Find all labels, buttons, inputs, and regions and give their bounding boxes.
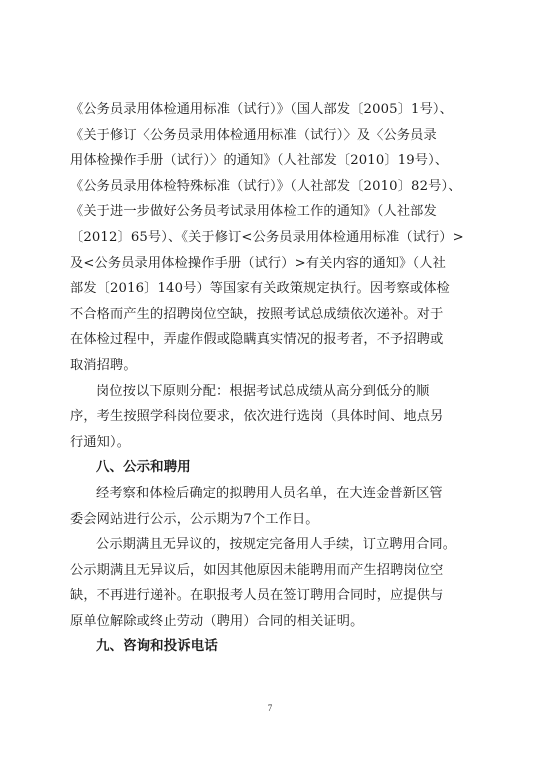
text-line: 取消招聘。 [70, 357, 137, 373]
page-number: 7 [267, 703, 273, 713]
text-line: 在体检过程中，弄虚作假或隐瞒真实情况的报考者，不予招聘或 [70, 332, 444, 348]
paragraph-first-line: 公示期满且无异议的，按规定完备用人手续，订立聘用合同。 [96, 537, 457, 553]
section-heading-publicity: 八、公示和聘用 [96, 460, 191, 476]
text-line: 缺，不再进行递补。在职报考人员在签订聘用合同时，应提供与 [70, 588, 444, 604]
text-line: 《公务员录用体检特殊标准（试行）》（人社部发〔2010〕82号）、 [70, 178, 462, 194]
paragraph-first-line: 经考察和体检后确定的拟聘用人员名单，在大连金普新区管 [96, 485, 443, 501]
section-heading-contact: 九、咨询和投诉电话 [96, 639, 218, 655]
text-line: 序，考生按照学科岗位要求，依次进行选岗（具体时间、地点另 [70, 409, 444, 425]
text-line: 〔2012〕65号）、《关于修订<公务员录用体检通用标准（试行）> [70, 229, 464, 245]
text-line: 及<公务员录用体检操作手册（试行）>有关内容的通知》（人社 [70, 255, 446, 271]
text-line: 委会网站进行公示，公示期为7个工作日。 [70, 511, 319, 527]
text-line: 《公务员录用体检通用标准（试行）》（国人部发〔2005〕1号）、 [70, 102, 454, 117]
text-line: 行通知）。 [70, 434, 131, 450]
text-line: 《关于修订〈公务员录用体检通用标准（试行）〉及〈公务员录 [70, 127, 437, 143]
text-line: 原单位解除或终止劳动（聘用）合同的相关证明。 [70, 613, 364, 629]
text-line: 公示期满且无异议后，如因其他原因未能聘用而产生招聘岗位空 [70, 562, 444, 578]
text-line: 用体检操作手册（试行）〉的通知》（人社部发〔2010〕19号）、 [70, 153, 449, 169]
paragraph-first-line: 岗位按以下原则分配：根据考试总成绩从高分到低分的顺 [96, 383, 430, 399]
text-line: 部发〔2016〕140号）等国家有关政策规定执行。因考察或体检 [70, 281, 450, 297]
text-line: 不合格而产生的招聘岗位空缺，按照考试总成绩依次递补。对于 [70, 306, 444, 322]
document-body [70, 97, 474, 660]
text-line: 《关于进一步做好公务员考试录用体检工作的通知》（人社部发 [70, 204, 437, 220]
